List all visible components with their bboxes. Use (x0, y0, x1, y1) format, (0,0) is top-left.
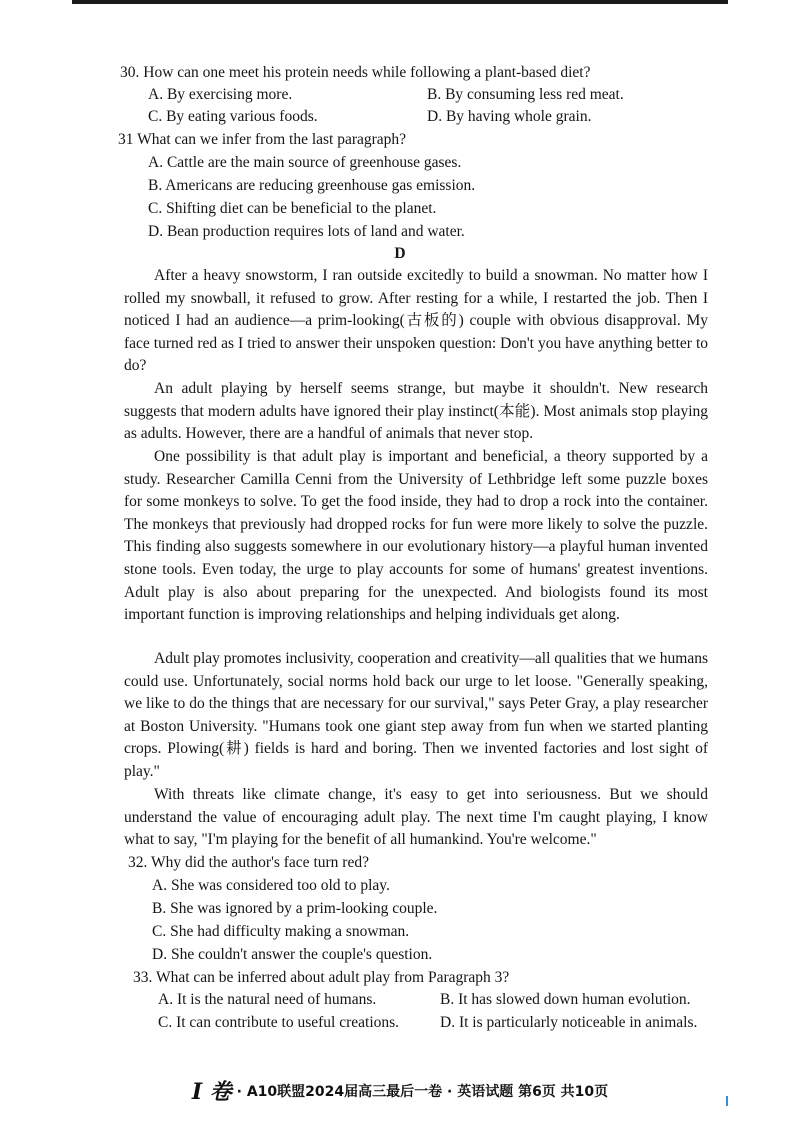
question-31-option-c: C. Shifting diet can be beneficial to the planet. (148, 200, 437, 217)
question-33-option-c: C. It can contribute to useful creations. (158, 1014, 400, 1031)
page-footer (0, 1075, 800, 1106)
passage-paragraph-4: Adult play promotes inclusivity, cooperation and creativity—all qualities that we humans could use. Unfortunately, social norms hold back our urge to let loose. "Generally speaking, we like to do the things that are necessary for our survival," says Peter Gray, a play researcher at Boston University. "Humans took one giant step away from fun when we started planting crops. Plowing(耕) fields is hard and boring. Then we invented factories and lost sight of play." (124, 650, 708, 780)
publisher-logo: I 卷 (191, 1079, 232, 1105)
question-32-option-d: D. She couldn't answer the couple's question. (152, 946, 433, 963)
passage-paragraph-2: An adult playing by herself seems strange, but maybe it shouldn't. New research suggests that modern adults have ignored their play instinct(本能). Most animals stop playing as adults. However, there are a handful of animals that never stop. (124, 380, 708, 443)
question-30-option-d: D. By having whole grain. (427, 108, 592, 125)
top-border-line (72, 0, 728, 4)
question-33-option-a: A. It is the natural need of humans. (158, 991, 377, 1008)
question-32-option-b: B. She was ignored by a prim-looking couple. (152, 900, 438, 917)
question-31-stem: 31 What can we infer from the last paragraph? (118, 131, 407, 148)
footer-text: · A10联盟2024届高三最后一卷 · 英语试题 第6页 共10页 (236, 1084, 609, 1100)
question-32-option-c: C. She had difficulty making a snowman. (152, 923, 410, 940)
scan-edge-mark (726, 1096, 728, 1106)
question-32-stem: 32. Why did the author's face turn red? (128, 854, 369, 871)
passage-paragraph-3: One possibility is that adult play is important and beneficial, a theory supported by a study. Researcher Camilla Cenni from the University of Lethbridge left some puzzle boxes for some monkeys to solve. To get the food inside, they had to drop a rock into the container. The monkeys that previously had dropped rocks for fun were more likely to solve the puzzle. This finding also suggests somewhere in our evolutionary history—a playful human invented stone tools. Even today, the urge to play accounts for some of humans' greatest inventions. Adult play is also about preparing for the unexpected. And biologists found its most important function is improving relationships and helping individuals get along. (124, 448, 708, 624)
question-33-option-d: D. It is particularly noticeable in animals. (440, 1014, 698, 1031)
passage-paragraph-5: With threats like climate change, it's easy to get into seriousness. But we should understand the value of encouraging adult play. The next time I'm caught playing, I know what to say, "I'm playing for the benefit of all humankind. You're welcome." (124, 786, 708, 849)
question-31-option-b: B. Americans are reducing greenhouse gas emission. (148, 177, 476, 194)
question-30-option-a: A. By exercising more. (148, 86, 293, 103)
question-30-stem: 30. How can one meet his protein needs while following a plant-based diet? (120, 64, 591, 81)
question-32-option-a: A. She was considered too old to play. (152, 877, 390, 894)
question-33-stem: 33. What can be inferred about adult play from Paragraph 3? (133, 969, 510, 986)
question-31-option-d: D. Bean production requires lots of land and water. (148, 223, 465, 240)
passage-paragraph-1: After a heavy snowstorm, I ran outside excitedly to build a snowman. No matter how I rolled my snowball, it refused to grow. After resting for a while, I restarted the job. Then I noticed I had an audience—a prim-looking(古板的) couple with obvious disapproval. My face turned red as I tried to answer their unspoken question: Don't you have anything better to do? (124, 267, 708, 375)
section-heading: D (394, 245, 406, 262)
question-30-option-c: C. By eating various foods. (148, 108, 318, 125)
question-31-option-a: A. Cattle are the main source of greenhouse gases. (148, 154, 462, 171)
question-30-option-b: B. By consuming less red meat. (427, 86, 624, 103)
question-33-option-b: B. It has slowed down human evolution. (440, 991, 691, 1008)
